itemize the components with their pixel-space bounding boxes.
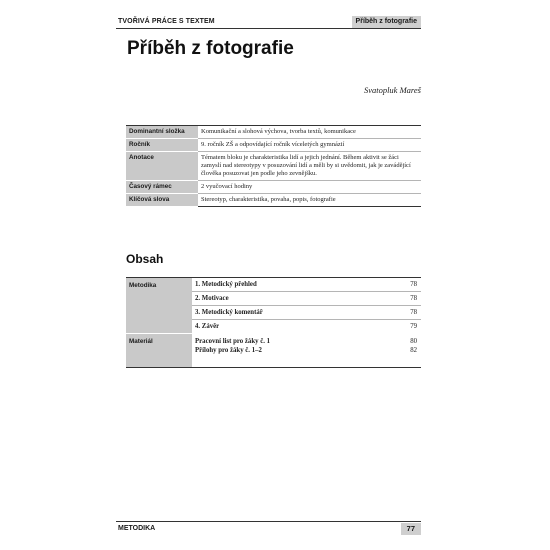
page-number: 77: [401, 523, 421, 535]
contents-heading: Obsah: [126, 252, 164, 266]
table-of-contents: [126, 277, 421, 368]
info-value: 2 vyučovací hodiny: [198, 181, 421, 194]
toc-entry-page: 80: [410, 338, 417, 345]
toc-section-label: Materiál: [126, 334, 192, 367]
info-row: [126, 194, 421, 207]
page-header: [116, 16, 421, 29]
info-label: Ročník: [126, 139, 198, 152]
info-row: [126, 181, 421, 194]
header-section-title: TVOŘIVÁ PRÁCE S TEXTEM: [118, 18, 215, 25]
info-label: Dominantní složka: [126, 126, 198, 139]
toc-entry[interactable]: [192, 320, 421, 333]
footer-section-title: METODIKA: [118, 525, 156, 532]
toc-section-label: Metodika: [126, 278, 192, 333]
toc-entry[interactable]: [192, 346, 421, 355]
author-name: Svatopluk Mareš: [363, 85, 421, 95]
info-value: Tématem bloku je charakteristika lidí a jejich jednání. Během aktivit se žáci zamyslí nad stereotypy v posuzování lidí a měli by si uvědomit, jak je zavádějící člověka posuzovat jen podle jeho zevnějšku.: [198, 152, 421, 181]
info-row: [126, 126, 421, 139]
toc-entry-page: 79: [410, 323, 417, 330]
toc-entry[interactable]: [192, 306, 421, 320]
toc-section-material: [126, 334, 421, 367]
info-value: Komunikační a slohová výchova, tvorba textů, komunikace: [198, 126, 421, 139]
info-value: 9. ročník ZŠ a odpovídající ročník víceletých gymnázií: [198, 139, 421, 152]
toc-entry-page: 82: [410, 347, 417, 354]
info-table: [126, 125, 421, 207]
info-label: Časový rámec: [126, 181, 198, 194]
info-value: Stereotyp, charakteristika, povaha, popis, fotografie: [201, 196, 336, 203]
toc-entry-page: 78: [410, 295, 417, 302]
page-footer: [116, 521, 421, 534]
toc-entry-title: Pracovní list pro žáky č. 1: [195, 338, 271, 345]
info-row: [126, 139, 421, 152]
header-chapter-title: Příběh z fotografie: [352, 16, 421, 28]
page-title: Příběh z fotografie: [127, 38, 294, 59]
toc-entry-title: 3. Metodický komentář: [195, 309, 263, 316]
toc-entry-title: 1. Metodický přehled: [195, 281, 257, 288]
toc-entry-title: Přílohy pro žáky č. 1–2: [195, 347, 262, 354]
toc-entry-title: 4. Závěr: [195, 323, 220, 330]
toc-entry[interactable]: [192, 278, 421, 292]
info-label: Anotace: [126, 152, 198, 181]
toc-entry[interactable]: [192, 292, 421, 306]
toc-section-metodika: [126, 278, 421, 334]
info-row: [126, 152, 421, 181]
toc-entry-page: 78: [410, 281, 417, 288]
toc-entry-page: 78: [410, 309, 417, 316]
toc-entry[interactable]: [192, 337, 421, 346]
toc-entry-title: 2. Motivace: [195, 295, 229, 302]
info-label: Klíčová slova: [126, 194, 198, 207]
